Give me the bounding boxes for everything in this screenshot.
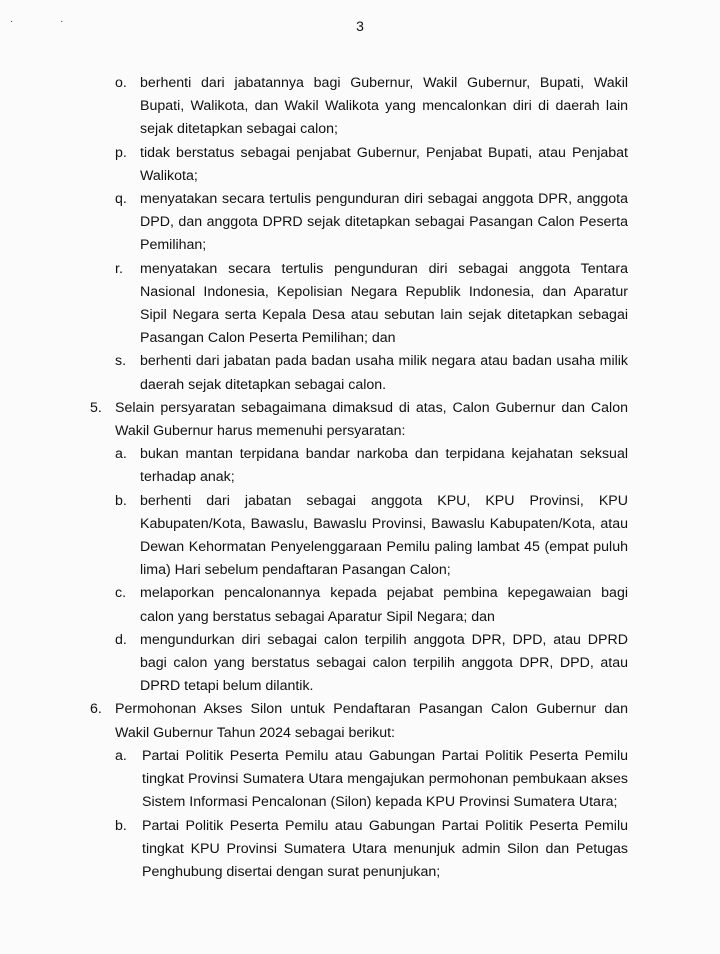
list-item-text: Partai Politik Peserta Pemilu atau Gabungan Partai Politik Peserta Pemilu tingkat Provinsi Sumatera Utara mengajukan permohonan pembukaan akses Sistem Informasi Pencalonan (Silon) kepada KPU Provinsi Sumatera Utara;: [142, 747, 628, 811]
section-text: Permohonan Akses Silon untuk Pendaftaran Pasangan Calon Gubernur dan Wakil Gubernur Tahun 2024 sebagai berikut:: [115, 701, 628, 741]
list-item: [0, 490, 720, 583]
section-marker: 5.: [90, 399, 102, 416]
list-item: [0, 745, 720, 815]
list-item-text: Partai Politik Peserta Pemilu atau Gabungan Partai Politik Peserta Pemilu tingkat KPU Provinsi Sumatera Utara menunjuk admin Silon dan Petugas Penghubung disertai dengan surat penunjukan;: [142, 817, 628, 880]
numbered-section-5: [0, 397, 720, 443]
list-marker: p.: [115, 144, 127, 161]
list-item: [0, 443, 720, 489]
page-number: 3: [356, 18, 364, 34]
corner-dots: · ·: [10, 16, 86, 27]
list-item-text: berhenti dari jabatannya bagi Gubernur, Wakil Gubernur, Bupati, Wakil Bupati, Walikota, dan Wakil Walikota yang mencalonkan diri di daerah lain sejak ditetapkan sebagai calon;: [140, 75, 628, 138]
list-item-text: melaporkan pencalonannya kepada pejabat pembina kepegawaian bagi calon yang berstatus sebagai Aparatur Sipil Negara; dan: [140, 585, 628, 625]
list-marker: a.: [115, 446, 127, 463]
list-item-text: menyatakan secara tertulis pengunduran diri sebagai anggota Tentara Nasional Indonesia, Kepolisian Negara Republik Indonesia, dan Aparatur Sipil Negara serta Kepala Desa atau sebutan lain sejak ditetapkan sebagai Pasangan Calon Peserta Pemilihan; dan: [140, 260, 628, 347]
list-item-text: mengundurkan diri sebagai calon terpilih anggota DPR, DPD, atau DPRD bagi calon yang berstatus sebagai calon terpilih anggota DPR, DPD, atau DPRD tetapi belum dilantik.: [140, 631, 628, 695]
list-marker: q.: [115, 191, 127, 208]
numbered-section-6: [0, 698, 720, 744]
list-item-text: berhenti dari jabatan pada badan usaha milik negara atau badan usaha milik daerah sejak ditetapkan sebagai calon.: [140, 353, 628, 393]
list-marker: r.: [115, 260, 123, 277]
list-marker: d.: [115, 631, 127, 648]
section-text: Selain persyaratan sebagaimana dimaksud di atas, Calon Gubernur dan Calon Wakil Gubernur harus memenuhi persyaratan:: [115, 399, 628, 440]
list-marker: b.: [115, 817, 127, 834]
list-item-text: berhenti dari jabatan sebagai anggota KPU, KPU Provinsi, KPU Kabupaten/Kota, Bawaslu, Bawaslu Provinsi, Bawaslu Kabupaten/Kota, atau Dewan Kehormatan Penyelenggaraan Pemilu paling lambat 45 (empat puluh lima) Hari sebelum pendaftaran Pasangan Calon;: [140, 492, 628, 579]
list-item: [0, 258, 720, 351]
list-item-text: bukan mantan terpidana bandar narkoba dan terpidana kejahatan seksual terhadap anak;: [140, 446, 628, 486]
list-item: [0, 142, 720, 188]
list-item: [0, 582, 720, 628]
section-marker: 6.: [90, 701, 102, 718]
list-item: [0, 815, 720, 885]
list-marker: b.: [115, 492, 127, 509]
list-item: [0, 629, 720, 699]
list-item: [0, 350, 720, 396]
list-marker: s.: [115, 353, 127, 370]
list-marker: c.: [115, 585, 127, 602]
document-body: [0, 72, 720, 884]
list-item: [0, 72, 720, 142]
list-item: [0, 188, 720, 258]
list-item-text: menyatakan secara tertulis pengunduran diri sebagai anggota DPR, anggota DPD, dan anggota DPRD sejak ditetapkan sebagai Pasangan Calon Peserta Pemilihan;: [140, 191, 628, 254]
list-item-text: tidak berstatus sebagai penjabat Gubernur, Penjabat Bupati, atau Penjabat Walikota;: [140, 144, 628, 184]
list-marker: o.: [115, 75, 127, 91]
list-marker: a.: [115, 747, 127, 764]
